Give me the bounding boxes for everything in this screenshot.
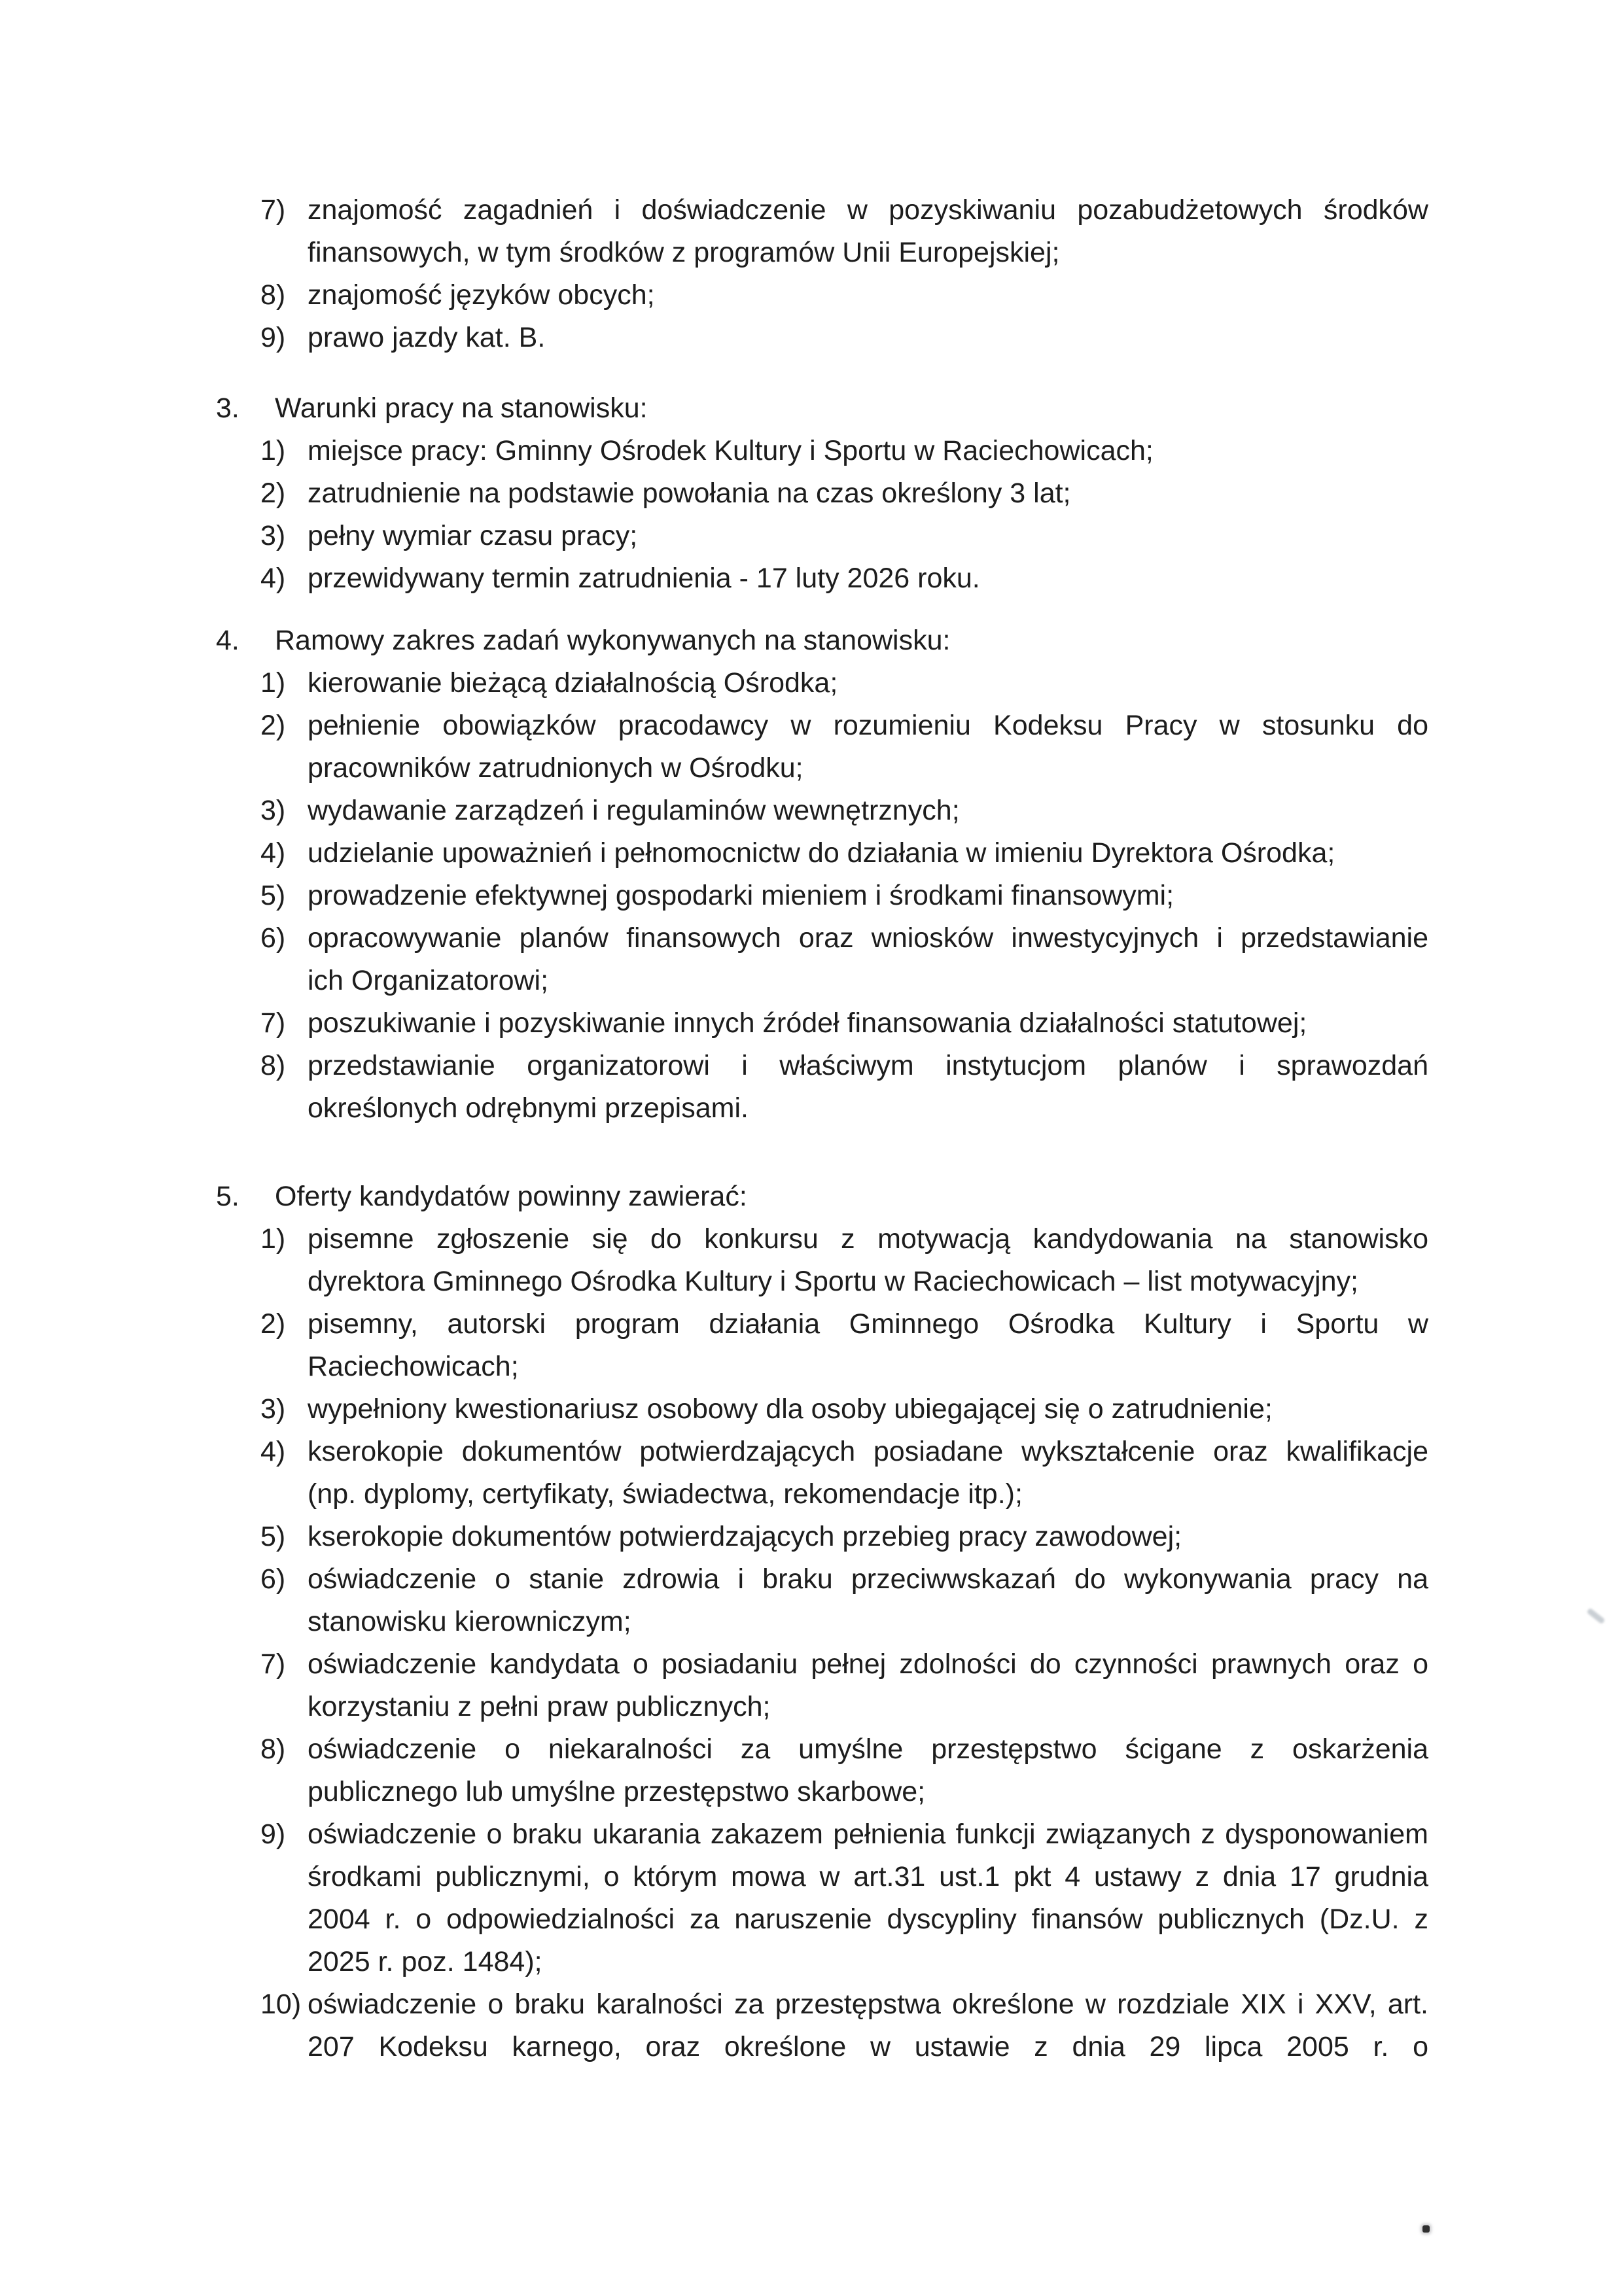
item-line: (np. dyplomy, certyfikaty, świadectwa, rekomendacje itp.); [308,1478,1023,1510]
list-item [260,875,1428,917]
list-item [260,1218,1428,1303]
item-line: oświadczenie o stanie zdrowia i braku przeciwwskazań do wykonywania pracy na [308,1563,1428,1595]
section-3 [0,387,1624,600]
list-item [260,1516,1428,1558]
item-line: wypełniony kwestionariusz osobowy dla osoby ubiegającej się o zatrudnienie; [308,1393,1273,1425]
item-line: oświadczenie o niekaralności za umyślne przestępstwo ścigane z oskarżenia [308,1733,1428,1765]
section-title: Oferty kandydatów powinny zawierać: [275,1181,747,1212]
item-line: dyrektora Gminnego Ośrodka Kultury i Sportu w Raciechowicach – list motywacyjny; [308,1266,1358,1297]
list-item [260,1388,1428,1431]
list-item [260,1431,1428,1516]
item-number: 5) [260,1521,286,1552]
item-line: miejsce pracy: Gminny Ośrodek Kultury i Sportu w Raciechowicach; [308,435,1154,466]
item-number: 4) [260,1436,286,1467]
list-item [260,790,1428,832]
section-5-header [216,1175,1428,1218]
item-number: 1) [260,667,286,699]
item-number: 1) [260,435,286,466]
item-line: udzielanie upoważnień i pełnomocnictw do działania w imieniu Dyrektora Ośrodka; [308,837,1335,869]
item-number: 7) [260,194,286,226]
item-line: kserokopie dokumentów potwierdzających posiadane wykształcenie oraz kwalifikacje [308,1436,1428,1467]
item-line: przedstawianie organizatorowi i właściwym instytucjom planów i sprawozdań [308,1050,1428,1081]
list-item [260,1303,1428,1388]
section-title: Warunki pracy na stanowisku: [275,392,648,424]
item-line: prawo jazdy kat. B. [308,322,546,353]
item-line: finansowych, w tym środków z programów Unii Europejskiej; [308,237,1060,268]
list-item [260,317,1428,359]
section-5-items [260,1218,1428,2068]
item-number: 2) [260,478,286,509]
item-number: 1) [260,1223,286,1255]
item-line: opracowywanie planów finansowych oraz wniosków inwestycyjnych i przedstawianie [308,922,1428,954]
list-item [260,515,1428,557]
list-item [260,662,1428,704]
item-line: oświadczenie kandydata o posiadaniu pełnej zdolności do czynności prawnych oraz o [308,1648,1428,1680]
item-line: zatrudnienie na podstawie powołania na czas określony 3 lat; [308,478,1071,509]
item-line: Raciechowicach; [308,1351,519,1382]
list-continuation-block [260,189,1428,359]
item-number: 9) [260,1818,286,1850]
item-line: publicznego lub umyślne przestępstwo skarbowe; [308,1776,926,1807]
list-item [260,1002,1428,1045]
list-item [260,917,1428,1002]
item-number: 7) [260,1007,286,1039]
list-item [260,1558,1428,1643]
item-line: określonych odrębnymi przepisami. [308,1092,749,1124]
item-number: 2) [260,1308,286,1340]
list-item [260,704,1428,790]
item-line: pisemne zgłoszenie się do konkursu z motywacją kandydowania na stanowisko [308,1223,1428,1255]
section-number: 5. [216,1181,239,1212]
section-4-header [216,619,1428,662]
scan-speck-mark [1422,2225,1430,2233]
item-line: prowadzenie efektywnej gospodarki mieniem i środkami finansowymi; [308,880,1174,911]
item-line: 2004 r. o odpowiedzialności za naruszenie dyscypliny finansów publicznych (Dz.U. z [308,1904,1428,1935]
item-number: 8) [260,279,286,311]
section-title: Ramowy zakres zadań wykonywanych na stanowisku: [275,625,951,656]
item-number: 9) [260,322,286,353]
list-item [260,1983,1428,2068]
section-3-items [260,430,1428,600]
item-number: 6) [260,922,286,954]
item-line: oświadczenie o braku ukarania zakazem pełnienia funkcji związanych z dysponowaniem [308,1818,1428,1850]
section-5 [0,1175,1624,2068]
item-line: poszukiwanie i pozyskiwanie innych źródeł finansowania działalności statutowej; [308,1007,1307,1039]
item-number: 3) [260,795,286,826]
item-number: 10) [260,1989,302,2020]
item-number: 2) [260,710,286,741]
item-number: 4) [260,837,286,869]
section-3-header [216,387,1428,430]
section-number: 3. [216,392,239,424]
item-line: wydawanie zarządzeń i regulaminów wewnętrznych; [308,795,960,826]
list-item [260,1643,1428,1728]
item-number: 8) [260,1733,286,1765]
list-item [260,1813,1428,1983]
item-line: znajomość języków obcych; [308,279,655,311]
item-number: 3) [260,520,286,551]
item-line: znajomość zagadnień i doświadczenie w pozyskiwaniu pozabudżetowych środków [308,194,1428,226]
item-line: pisemny, autorski program działania Gminnego Ośrodka Kultury i Sportu w [308,1308,1428,1340]
section-number: 4. [216,625,239,656]
list-item [260,1045,1428,1130]
item-number: 7) [260,1648,286,1680]
section-4 [0,619,1624,1130]
item-line: 207 Kodeksu karnego, oraz określone w ustawie z dnia 29 lipca 2005 r. o [308,2031,1428,2062]
item-number: 8) [260,1050,286,1081]
item-line: pracowników zatrudnionych w Ośrodku; [308,752,803,784]
list-item [260,274,1428,317]
item-line: pełny wymiar czasu pracy; [308,520,638,551]
list-item [260,1728,1428,1813]
item-line: przewidywany termin zatrudnienia - 17 luty 2026 roku. [308,563,980,594]
item-line: kierowanie bieżącą działalnością Ośrodka; [308,667,838,699]
item-line: oświadczenie o braku karalności za przestępstwa określone w rozdziale XIX i XXV, art. [308,1989,1428,2020]
item-line: środkami publicznymi, o którym mowa w art.31 ust.1 pkt 4 ustawy z dnia 17 grudnia [308,1861,1428,1892]
list-item [260,472,1428,515]
item-line: kserokopie dokumentów potwierdzających przebieg pracy zawodowej; [308,1521,1182,1552]
item-line: pełnienie obowiązków pracodawcy w rozumieniu Kodeksu Pracy w stosunku do [308,710,1428,741]
item-line: stanowisku kierowniczym; [308,1606,631,1637]
list-item [260,189,1428,274]
item-line: ich Organizatorowi; [308,965,549,996]
item-line: 2025 r. poz. 1484); [308,1946,542,1977]
item-number: 5) [260,880,286,911]
item-number: 6) [260,1563,286,1595]
item-line: korzystaniu z pełni praw publicznych; [308,1691,771,1722]
list-item [260,832,1428,875]
list-item [260,430,1428,472]
item-number: 4) [260,563,286,594]
section-4-items [260,662,1428,1130]
list-item [260,557,1428,600]
item-number: 3) [260,1393,286,1425]
